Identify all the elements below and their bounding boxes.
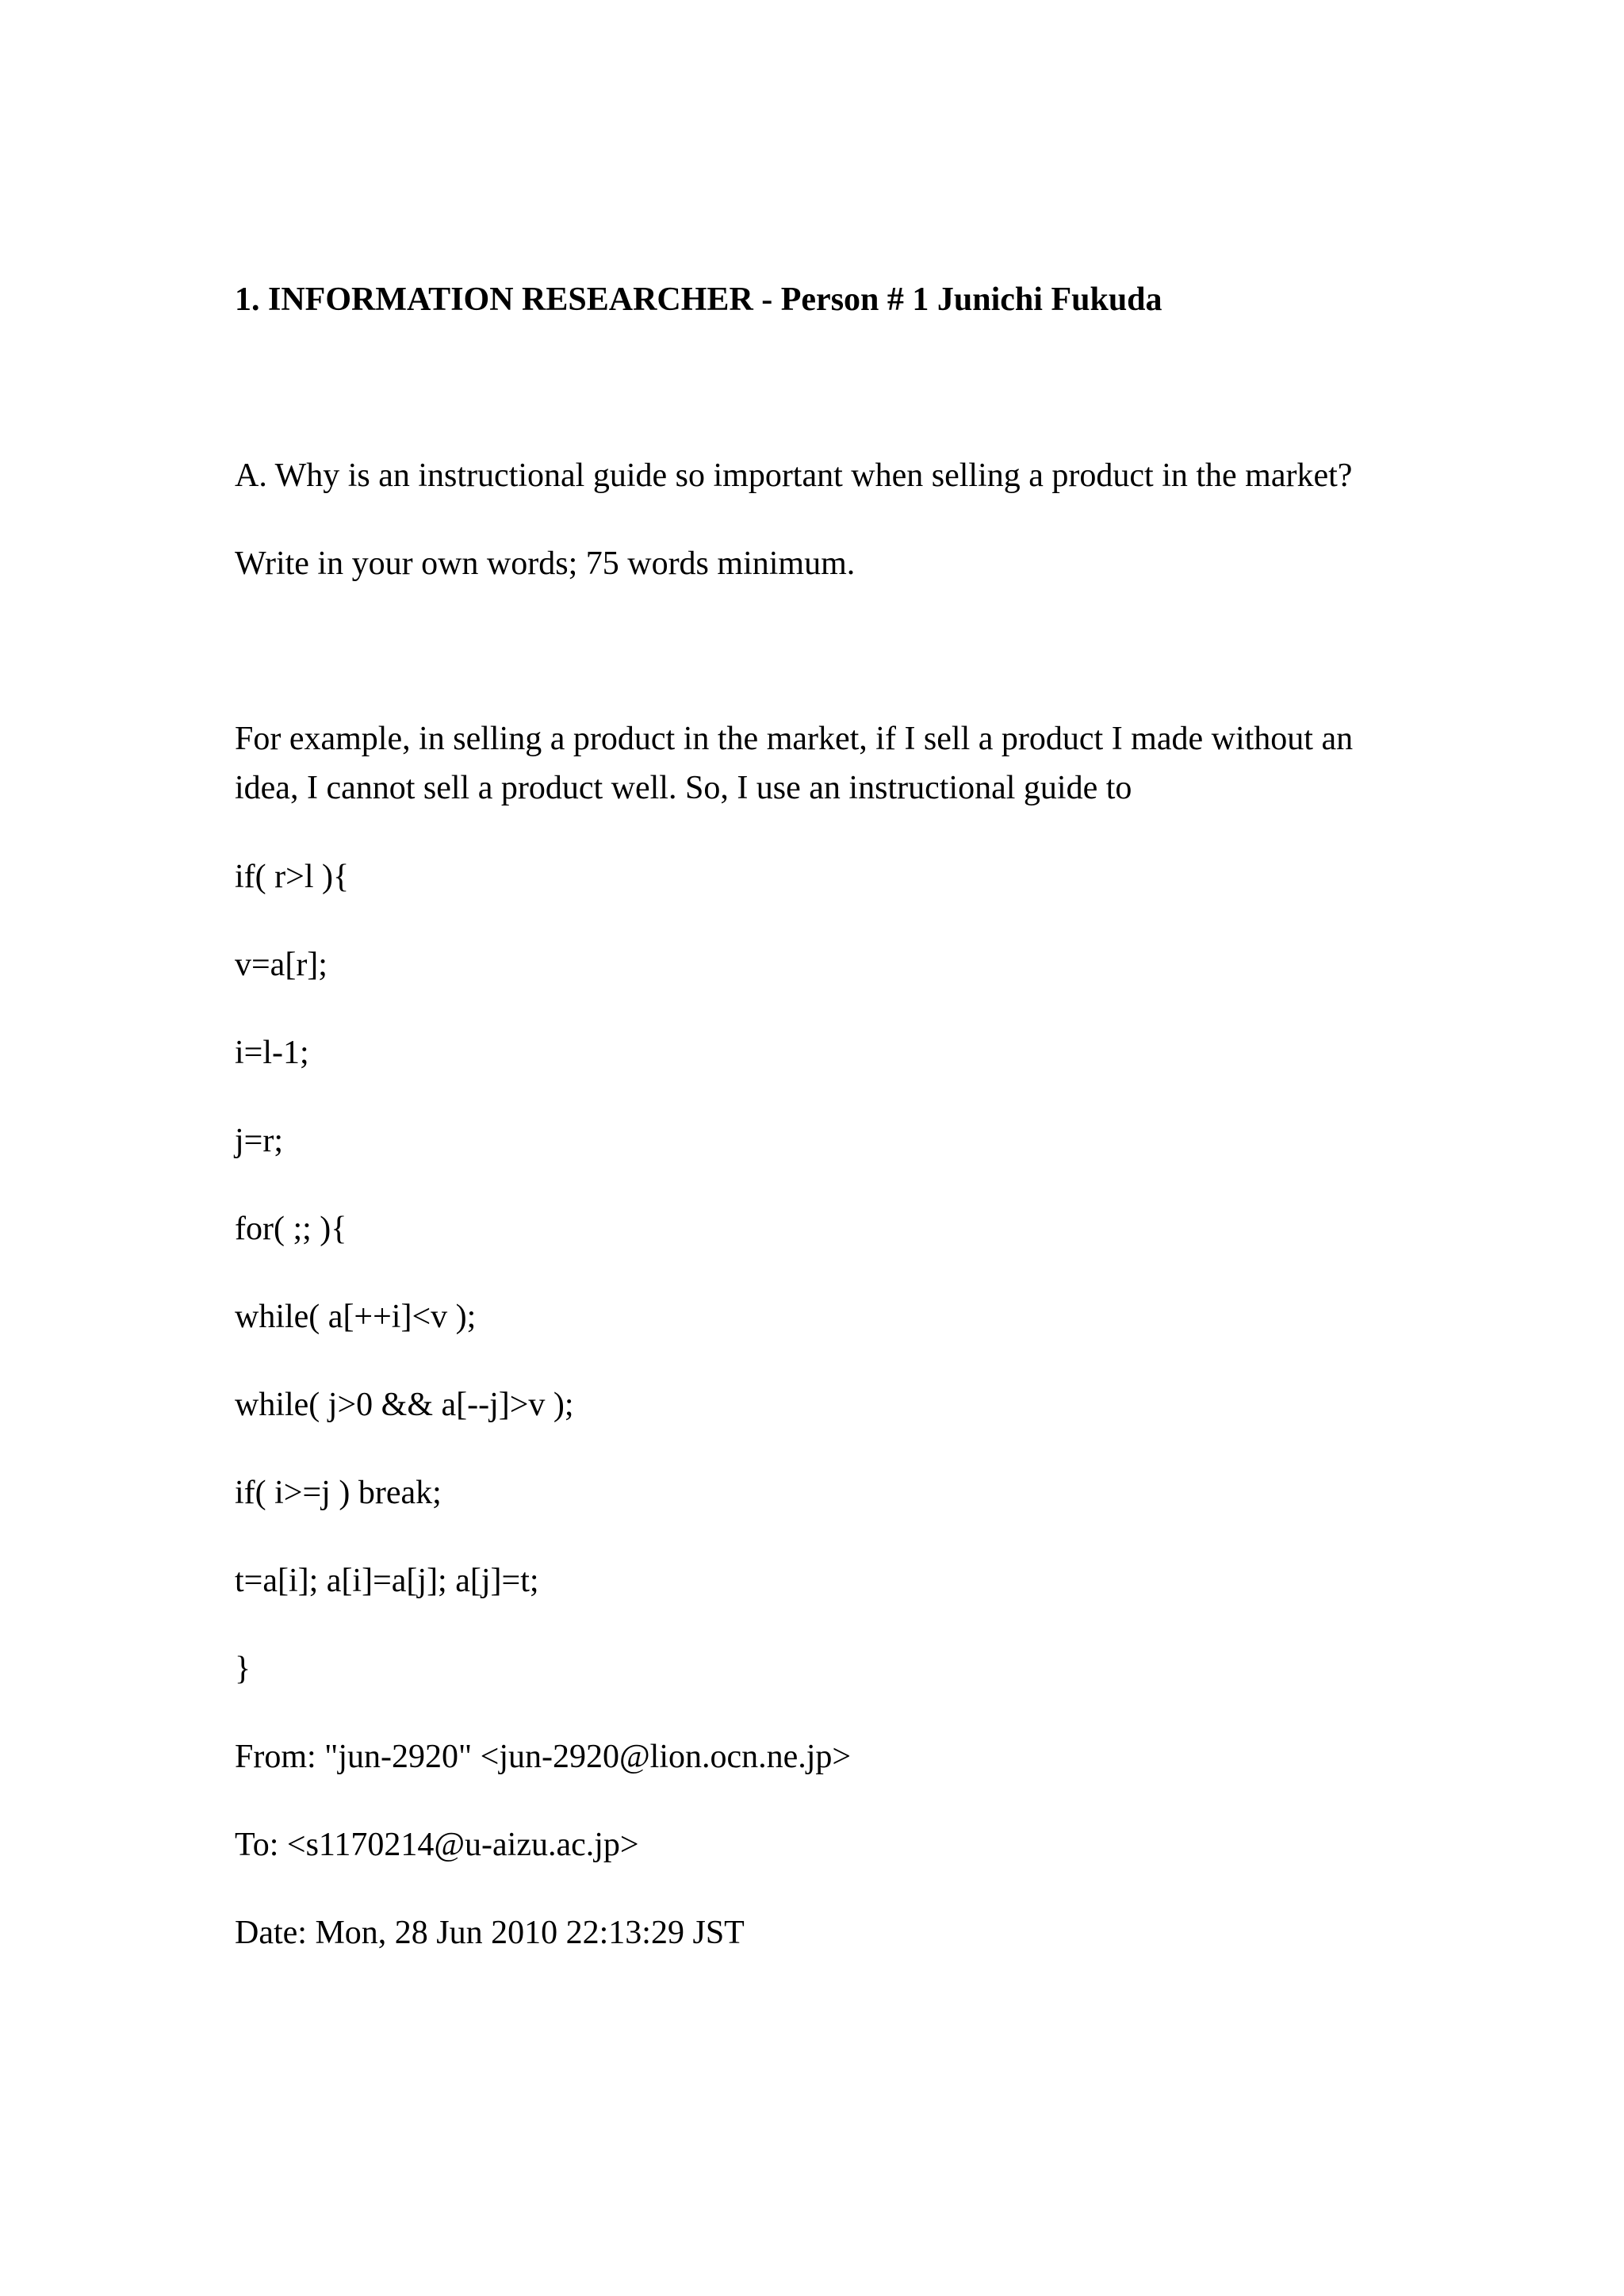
code-line-6: while( a[++i]<v ); [235, 1299, 477, 1335]
question-text: A. Why is an instructional guide so important when selling a product in the market? [235, 457, 1353, 494]
document-heading: 1. INFORMATION RESEARCHER - Person # 1 Junichi Fukuda [235, 281, 1162, 318]
instruction-text: Write in your own words; 75 words minimum. [235, 545, 856, 582]
code-line-9: t=a[i]; a[i]=a[j]; a[j]=t; [235, 1563, 539, 1599]
code-line-8: if( i>=j ) break; [235, 1475, 442, 1511]
code-line-2: v=a[r]; [235, 947, 327, 983]
email-to: To: <s1170214@u-aizu.ac.jp> [235, 1827, 639, 1863]
email-from: From: "jun-2920" <jun-2920@lion.ocn.ne.jp> [235, 1739, 852, 1775]
code-line-10: } [235, 1651, 251, 1687]
code-line-4: j=r; [235, 1123, 284, 1159]
code-line-1: if( r>l ){ [235, 859, 350, 895]
answer-line-2: idea, I cannot sell a product well. So, I use an instructional guide to [235, 770, 1132, 806]
code-line-5: for( ;; ){ [235, 1211, 347, 1247]
answer-line-1: For example, in selling a product in the market, if I sell a product I made without an [235, 721, 1354, 757]
code-line-7: while( j>0 && a[--j]>v ); [235, 1387, 574, 1423]
code-line-3: i=l-1; [235, 1035, 309, 1071]
email-date: Date: Mon, 28 Jun 2010 22:13:29 JST [235, 1915, 745, 1951]
